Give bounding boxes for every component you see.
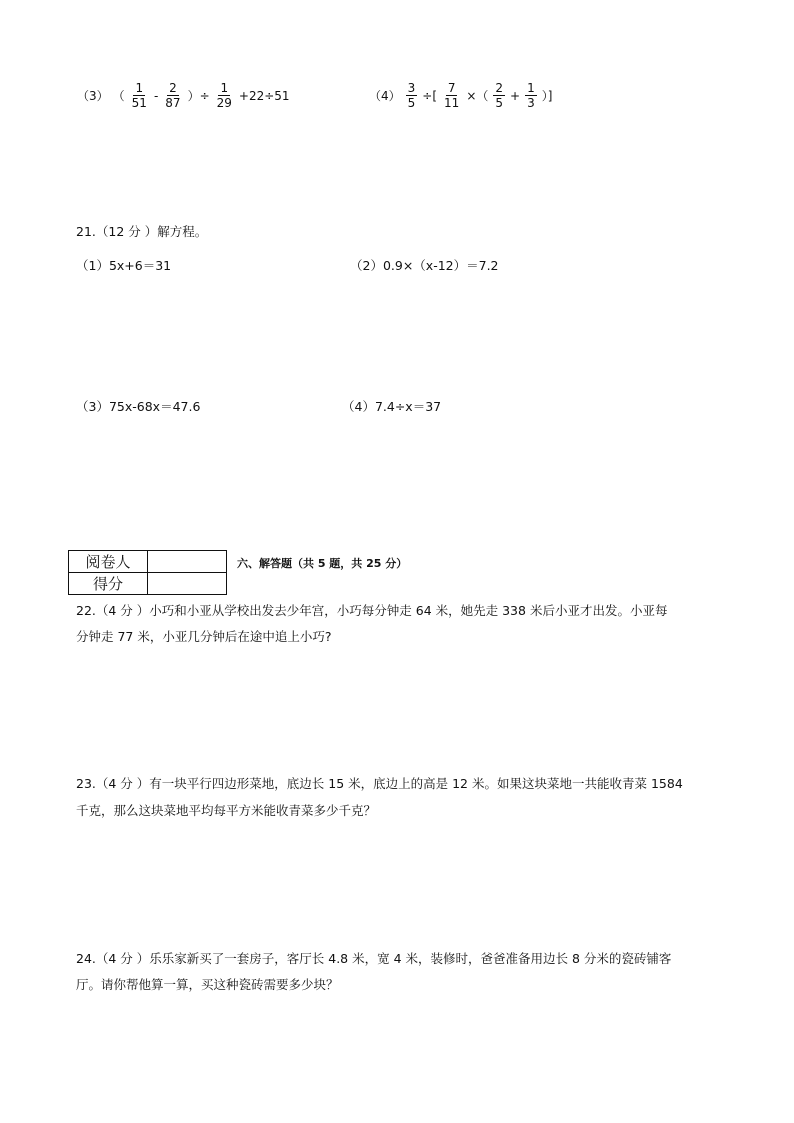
grader-row-reviewer: [69, 551, 227, 573]
reviewer-label: 阅卷人: [69, 551, 148, 573]
fraction-7-11: $\frac{7}{11}$: [444, 81, 460, 110]
plus-sign: +: [510, 88, 521, 103]
close-paren-bracket: ）]: [541, 89, 553, 103]
grader-table: [68, 550, 227, 595]
q22-line-1: 22.（4 分 ）小巧和小亚从学校出发去少年宫，小巧每分钟走 64 米，她先走 338 米后小亚才出发。小亚每: [76, 603, 668, 618]
q21-title: 21.（12 分 ）解方程。: [76, 224, 208, 239]
expression-3-tail: +22÷51: [238, 88, 290, 103]
times-paren: ×（: [466, 89, 489, 103]
fraction-1-3: $\frac{1}{3}$: [527, 81, 535, 110]
expression-3: [76, 82, 291, 109]
section-6-title: 六、解答题（共 5 题，共 25 分）: [237, 557, 408, 570]
q23-line-2: 千克，那么这块菜地平均每平方米能收青菜多少千克？: [76, 803, 377, 818]
reviewer-field[interactable]: [148, 551, 227, 573]
q21-part-1: （1）5x+6＝31: [76, 258, 172, 273]
expression-4-label: （4）: [369, 89, 401, 103]
divide-bracket: ÷[: [422, 88, 438, 103]
fraction-1-29: $\frac{1}{29}$: [216, 81, 232, 110]
q24-line-2: 厅。请你帮他算一算，买这种瓷砖需要多少块？: [76, 977, 339, 992]
grader-row-score: [69, 573, 227, 595]
q22-line-2: 分钟走 77 米，小亚几分钟后在途中追上小巧?: [76, 629, 332, 644]
fraction-3-5: $\frac{3}{5}$: [407, 81, 416, 110]
expression-4: [368, 82, 553, 109]
close-paren-divide: ）÷: [187, 89, 210, 103]
q21-part-3: （3）75x-68x＝47.6: [76, 399, 201, 414]
minus-sign: -: [153, 88, 159, 103]
q23-line-1: 23.（4 分 ）有一块平行四边形菜地，底边长 15 米，底边上的高是 12 米。如果这块菜地一共能收青菜 1584: [76, 776, 683, 791]
score-field[interactable]: [148, 573, 227, 595]
fraction-1-51: $\frac{1}{51}$: [131, 81, 147, 110]
fraction-2-87: $\frac{2}{87}$: [165, 81, 181, 110]
q21-part-4: （4）7.4÷x＝37: [342, 399, 442, 414]
q21-part-2: （2）0.9×（x-12）＝7.2: [350, 258, 499, 273]
score-label: 得分: [69, 573, 148, 595]
expression-3-label: （3）: [77, 89, 109, 103]
fraction-2-5: $\frac{2}{5}$: [495, 81, 504, 110]
open-paren: （: [112, 89, 125, 103]
q24-line-1: 24.（4 分 ）乐乐家新买了一套房子，客厅长 4.8 米，宽 4 米，装修时，爸爸准备用边长 8 分米的瓷砖铺客: [76, 951, 672, 966]
